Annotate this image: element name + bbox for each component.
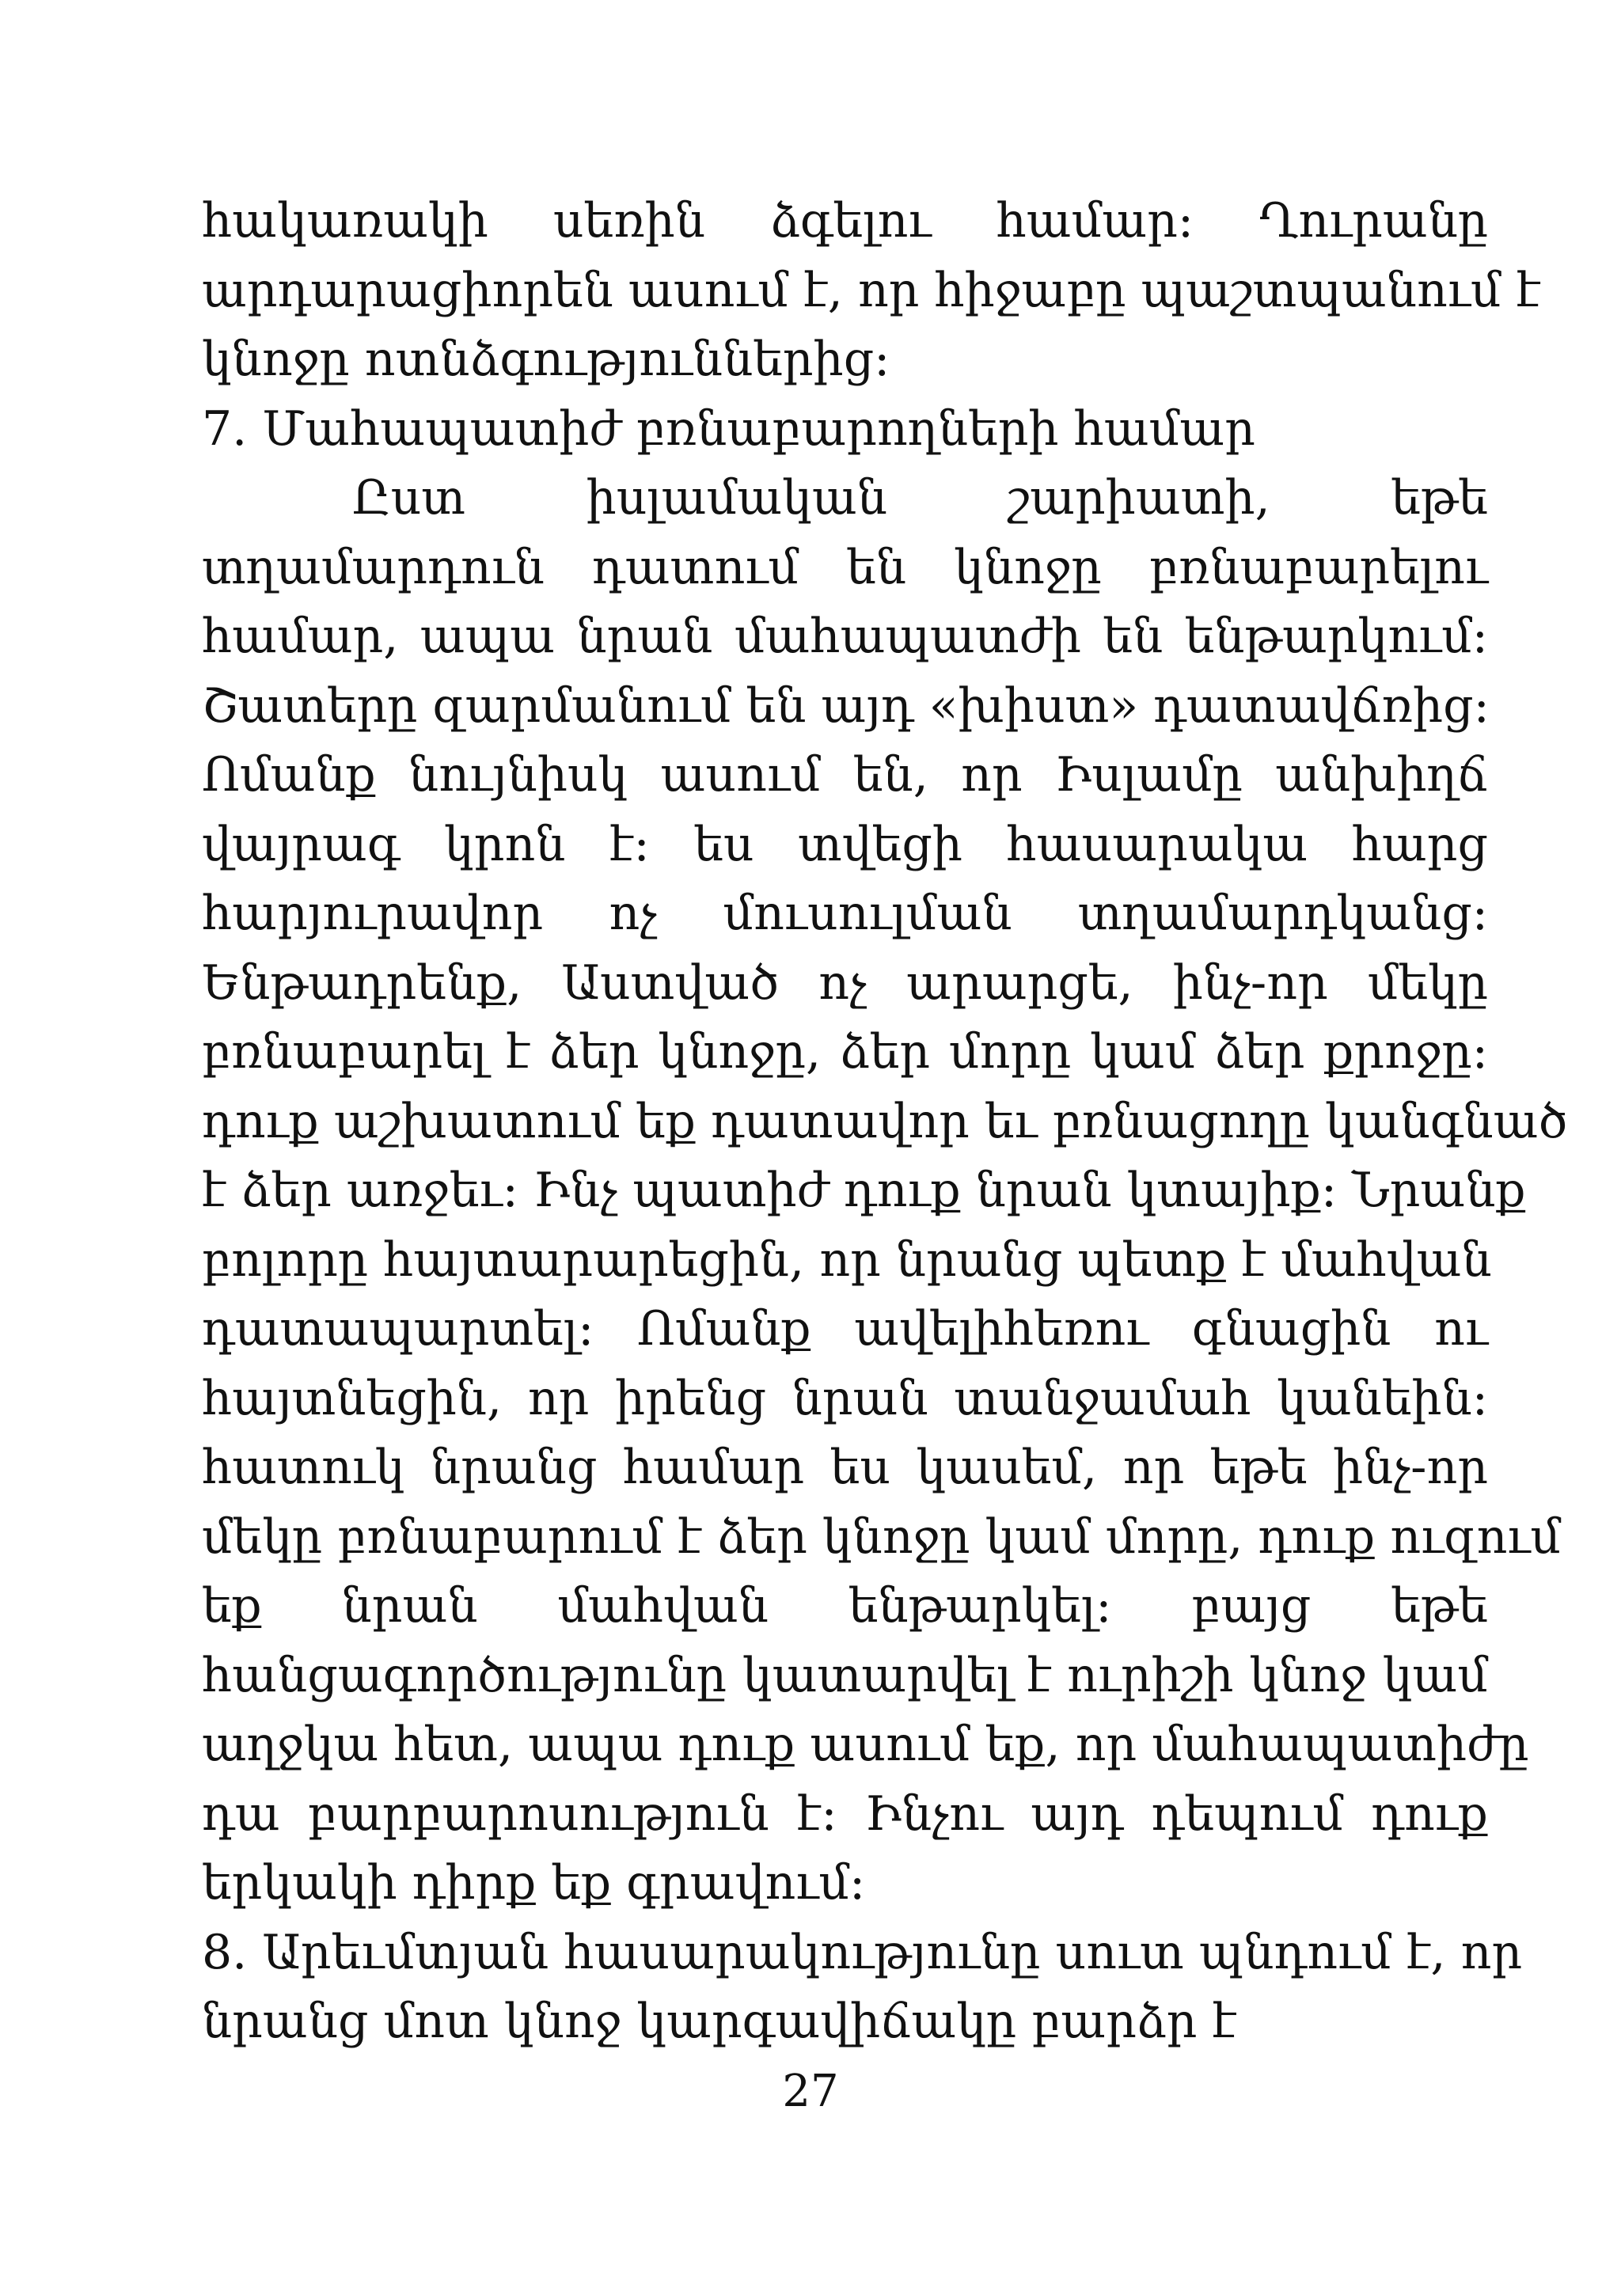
text-line: հարյուրավոր ոչ մուսուլման տղամարդկանց: — [202, 886, 1488, 941]
text-line: եք նրան մահվան ենթարկել: բայց եթե — [202, 1578, 1488, 1634]
text-line: դա բարբարոսություն է: Ինչու այդ դեպում դուք — [202, 1786, 1488, 1842]
text-line: դատապարտել: Ոմանք ավելիհեռու գնացին ու — [202, 1301, 1488, 1357]
text-line: արդարացիորեն ասում է, որ հիջաբը պաշտպանում է — [202, 262, 1541, 318]
text-line: Ըստ իսլամական շարիատի, եթե — [352, 470, 1488, 526]
text-line: երկակի դիրք եք գրավում: — [202, 1855, 866, 1911]
text-line: 8. Արեւմտյան հասարակությունը սուտ պնդում է, որ — [202, 1924, 1523, 1980]
text-line: Ոմանք նույնիսկ ասում են, որ Իսլամը անխիղճ — [202, 747, 1488, 803]
text-line: տղամարդուն դատում են կնոջը բռնաբարելու — [202, 539, 1488, 595]
text-line: բոլորը հայտարարեցին, որ նրանց պետք է մահվան — [202, 1231, 1492, 1288]
body-text — [202, 187, 1568, 2057]
text-line: համար, ապա նրան մահապատժի են ենթարկում: — [202, 609, 1488, 664]
text-line: Ենթադրենք, Աստված ոչ արարցե, ինչ-որ մեկը — [202, 954, 1488, 1011]
text-line: կնոջը ոտնձգություններից: — [202, 332, 890, 387]
text-line: վայրագ կրոն է: ես տվեցի հասարակա հարց — [202, 816, 1488, 872]
text-line: 7. Մահապատիժ բռնաբարողների համար — [202, 400, 1255, 457]
text-line: աղջկա հետ, ապա դուք ասում եք, որ մահապատիժը — [202, 1717, 1529, 1772]
text-line: մեկը բռնաբարում է ձեր կնոջը կամ մորը, դուք ուզում — [202, 1509, 1562, 1565]
text-line: հակառակի սեռին ձգելու համար: Ղուրանը — [202, 193, 1488, 249]
text-line: դուք աշխատում եք դատավոր եւ բռնացողը կանգնած — [202, 1093, 1568, 1149]
text-line: հայտնեցին, որ իրենց նրան տանջամահ կանեին: — [202, 1370, 1488, 1426]
text-line: հատուկ նրանց համար ես կասեմ, որ եթե ինչ-որ — [202, 1440, 1488, 1495]
text-line: հանցագործությունը կատարվել է ուրիշի կնոջ կամ — [202, 1647, 1488, 1703]
text-line: բռնաբարել է ձեր կնոջը, ձեր մորը կամ ձեր քրոջը: — [202, 1024, 1488, 1080]
text-line: Շատերը զարմանում են այդ «խիստ» դատավճռից: — [202, 677, 1490, 734]
text-line: նրանց մոտ կնոջ կարգավիճակը բարձր է — [202, 1994, 1236, 2049]
text-line: է ձեր առջեւ: Ինչ պատիժ դուք նրան կտայիք: Նրանք — [202, 1163, 1526, 1218]
page-number: 27 — [782, 2066, 839, 2117]
